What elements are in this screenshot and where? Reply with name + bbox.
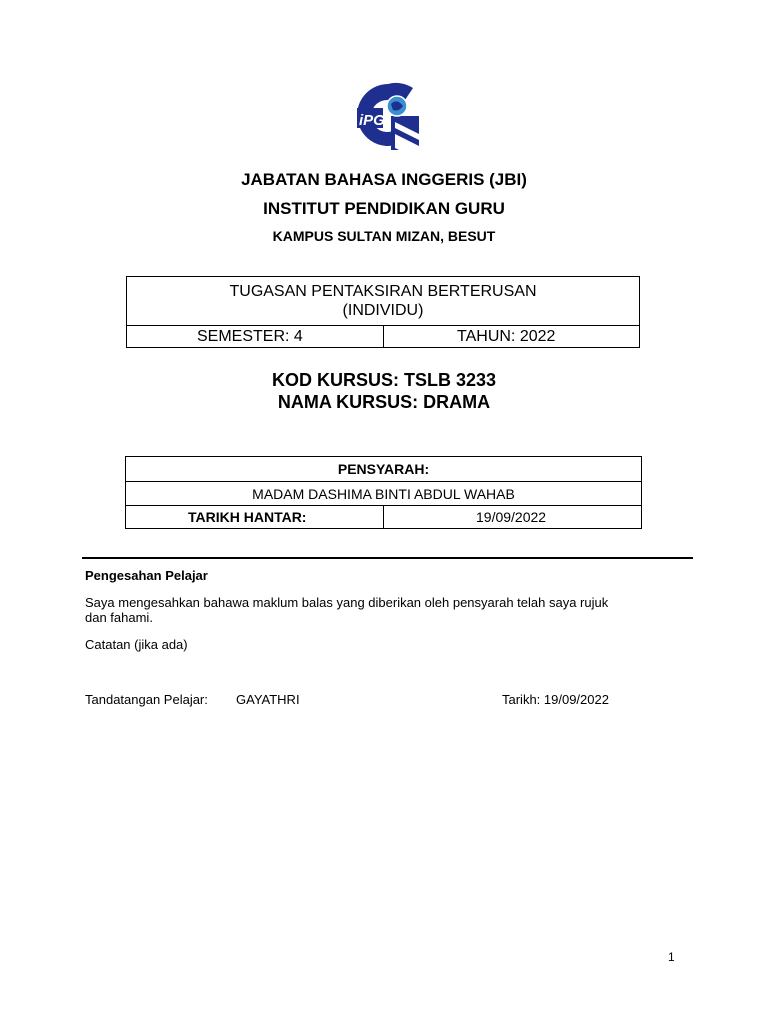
lecturer-label: PENSYARAH: [126, 457, 641, 482]
signature-value: GAYATHRI [236, 692, 300, 707]
course-name: NAMA KURSUS: DRAMA [277, 392, 491, 412]
year-cell: TAHUN: 2022 [457, 328, 556, 345]
submission-row [126, 506, 641, 528]
institute-title: INSTITUT PENDIDIKAN GURU [263, 199, 505, 218]
svg-text:iPG: iPG [359, 112, 385, 129]
submission-date: 19/09/2022 [476, 509, 547, 525]
campus-title: KAMPUS SULTAN MIZAN, BESUT [272, 228, 496, 244]
page-number: 1 [668, 950, 675, 964]
confirmation-statement-line1: Saya mengesahkan bahawa maklum balas yang diberikan oleh pensyarah telah saya rujuk [85, 595, 609, 610]
confirmation-heading: Pengesahan Pelajar [85, 568, 208, 583]
notes-label: Catatan (jika ada) [85, 637, 188, 652]
department-title: JABATAN BAHASA INGGERIS (JBI) [241, 170, 527, 189]
submission-label: TARIKH HANTAR: [126, 506, 384, 528]
assignment-title-line2: (INDIVIDU) [342, 302, 424, 319]
assignment-meta-row [127, 326, 639, 348]
assignment-title-line1: TUGASAN PENTAKSIRAN BERTERUSAN [229, 283, 537, 300]
lecturer-box [125, 456, 642, 529]
signature-label: Tandatangan Pelajar: [85, 692, 208, 707]
divider-line [82, 557, 693, 559]
lecturer-name: MADAM DASHIMA BINTI ABDUL WAHAB [126, 482, 641, 506]
date-field: Tarikh: 19/09/2022 [502, 692, 609, 707]
ipg-logo [355, 82, 421, 152]
confirmation-statement-line2: dan fahami. [85, 610, 153, 625]
semester-cell: SEMESTER: 4 [127, 326, 384, 348]
assignment-box [126, 276, 640, 348]
assignment-title-cell [127, 277, 639, 326]
course-code: KOD KURSUS: TSLB 3233 [271, 370, 497, 390]
